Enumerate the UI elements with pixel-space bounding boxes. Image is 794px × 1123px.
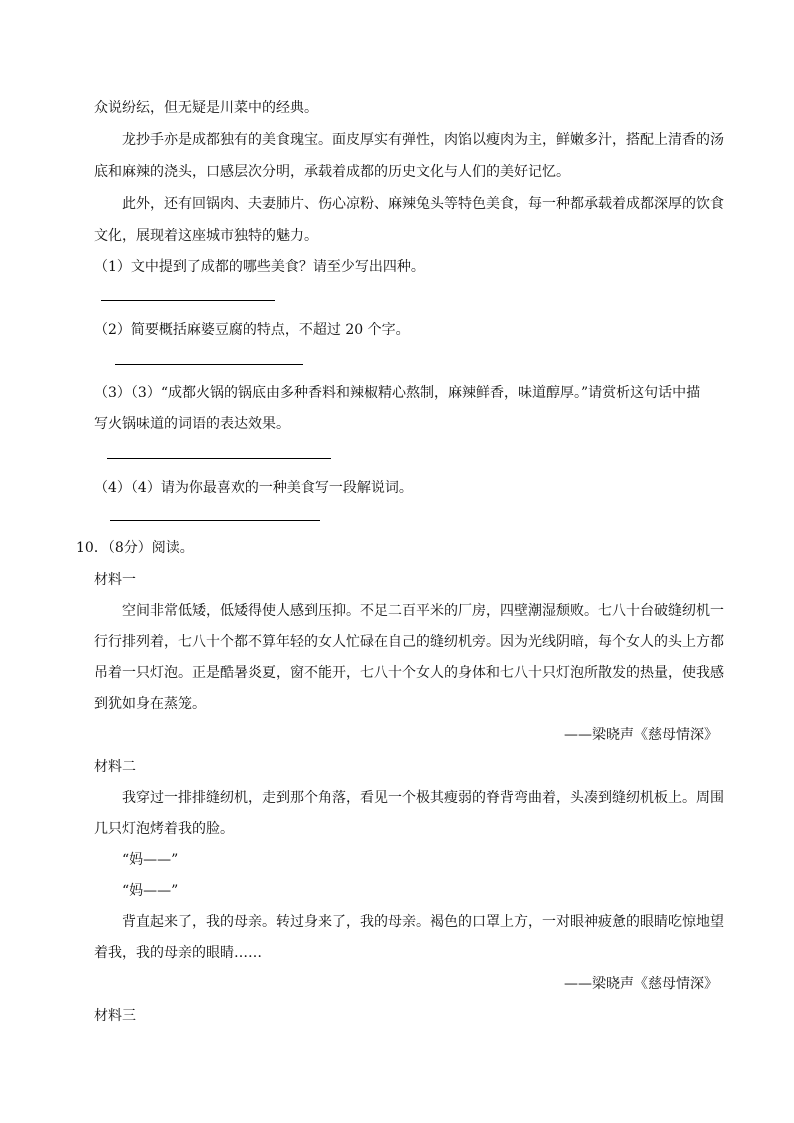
paragraph-line: 底和麻辣的浇头，口感层次分明，承载着成都的历史文化与人们的美好记忆。	[94, 164, 570, 180]
material-1-label: 材料一	[94, 572, 136, 588]
material-2-call: “妈——”	[122, 852, 179, 868]
answer-line-2[interactable]	[115, 364, 303, 365]
material-2-label: 材料二	[94, 759, 136, 775]
material-1-line: 空间非常低矮，低矮得使人感到压抑。不足二百平米的厂房，四壁潮湿颓败。七八十台破缝纫机一	[122, 603, 724, 619]
paragraph-line: 文化，展现着这座城市独特的魅力。	[94, 228, 318, 244]
material-1-line: 行行排列着，七八十个都不算年轻的女人忙碌在自己的缝纫机旁。因为光线阴暗，每个女人的头上方都	[94, 634, 724, 650]
paragraph-line: 龙抄手亦是成都独有的美食瑰宝。面皮厚实有弹性，肉馅以瘦肉为主，鲜嫩多汁，搭配上清香的汤	[122, 132, 724, 148]
question-2: （2）简要概括麻婆豆腐的特点，不超过 20 个字。	[94, 322, 410, 338]
question-3-cont: 写火锅味道的词语的表达效果。	[94, 416, 290, 432]
paragraph-line: 此外，还有回锅肉、夫妻肺片、伤心凉粉、麻辣兔头等特色美食，每一种都承载着成都深厚的饮食	[122, 196, 724, 212]
material-1-line: 吊着一只灯泡。正是酷暑炎夏，窗不能开，七八十个女人的身体和七八十只灯泡所散发的热量，使我感	[94, 665, 724, 681]
material-2-call: “妈——”	[122, 883, 179, 899]
answer-line-1[interactable]	[101, 300, 275, 301]
question-10-heading: 10．（8分）阅读。	[76, 540, 194, 556]
material-2-line: 着我，我的母亲的眼睛……	[94, 945, 262, 961]
material-3-label: 材料三	[94, 1008, 136, 1024]
material-2-line: 背直起来了，我的母亲。转过身来了，我的母亲。褐色的口罩上方，一对眼神疲惫的眼睛吃惊地望	[122, 914, 724, 930]
question-1: （1）文中提到了成都的哪些美食？请至少写出四种。	[94, 259, 425, 275]
material-2-line: 几只灯泡烤着我的脸。	[94, 821, 234, 837]
paragraph-line: 众说纷纭，但无疑是川菜中的经典。	[94, 100, 318, 116]
question-4: （4）（4）请为你最喜欢的一种美食写一段解说词。	[94, 480, 413, 496]
material-2-line: 我穿过一排排缝纫机，走到那个角落，看见一个极其瘦弱的脊背弯曲着，头凑到缝纫机板上。周围	[122, 790, 724, 806]
question-3: （3）（3）“成都火锅的锅底由多种香料和辣椒精心熬制，麻辣鲜香，味道醇厚。”请赏析这句话中描	[94, 385, 701, 401]
material-1-source: ——梁晓声《慈母情深》	[564, 727, 718, 743]
answer-line-3[interactable]	[107, 458, 331, 459]
material-2-source: ——梁晓声《慈母情深》	[564, 976, 718, 992]
answer-line-4[interactable]	[110, 520, 320, 521]
material-1-line: 到犹如身在蒸笼。	[94, 696, 206, 712]
